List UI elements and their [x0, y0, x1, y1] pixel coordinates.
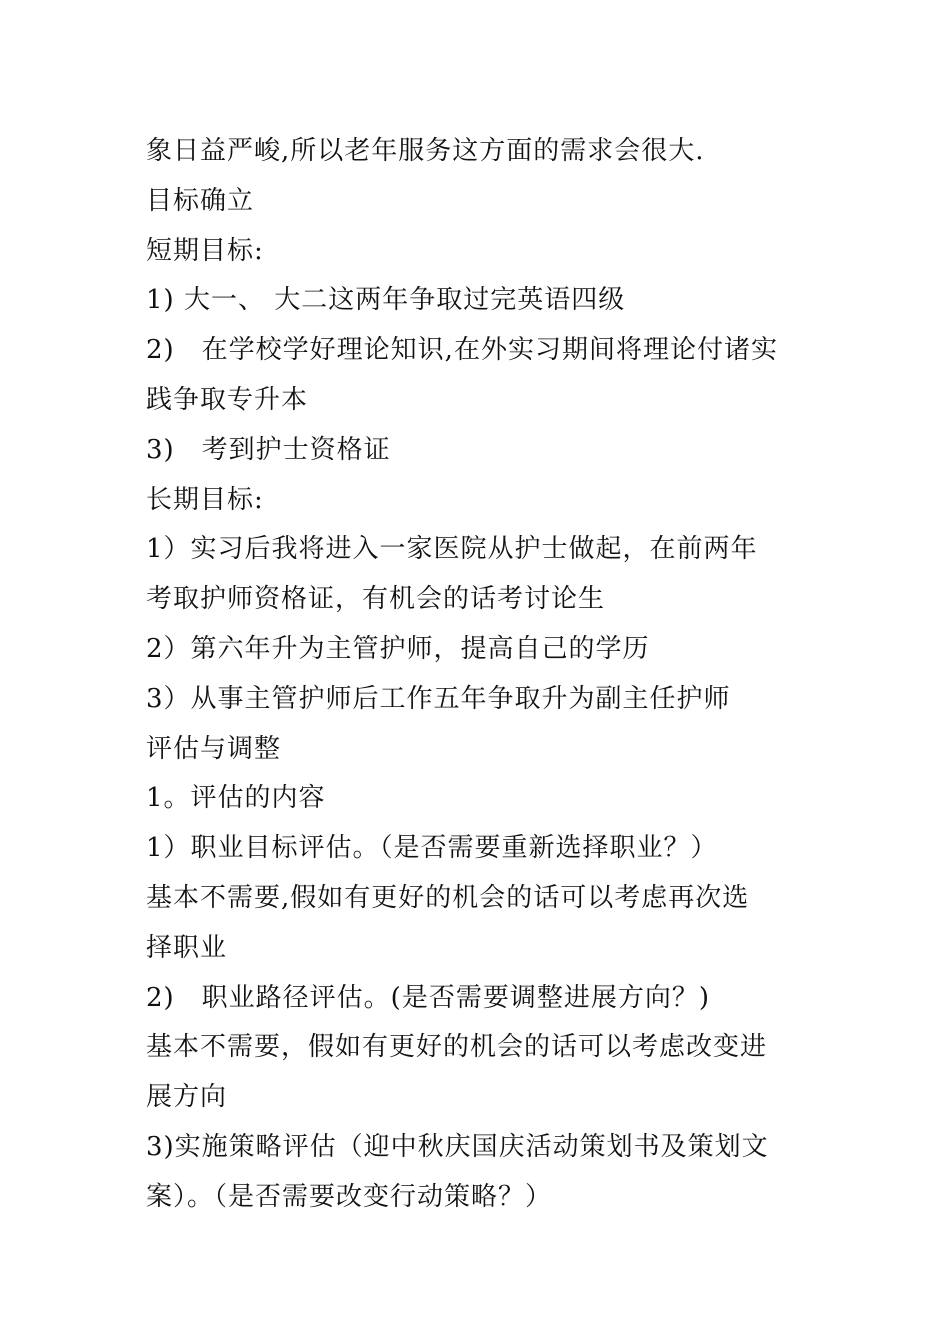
subsection-heading: 1。评估的内容 — [146, 783, 326, 814]
text-line-continuation: 择职业 — [146, 932, 228, 963]
list-item: 1）实习后我将进入一家医院从护士做起，在前两年 — [146, 534, 758, 565]
text-line: 象日益严峻,所以老年服务这方面的需求会很大. — [146, 136, 705, 166]
list-item: 3) 考到护士资格证 — [146, 434, 391, 465]
list-item-continuation: 考取护师资格证，有机会的话考讨论生 — [146, 584, 606, 615]
document-body — [146, 127, 816, 1223]
list-item: 2) 职业路径评估。(是否需要调整进展方向？) — [146, 982, 710, 1013]
subsection-heading: 长期目标: — [146, 484, 264, 515]
list-item: 1）职业目标评估。（是否需要重新选择职业？） — [146, 833, 718, 864]
list-item: 2) 在学校学好理论知识,在外实习期间将理论付诸实 — [146, 335, 778, 366]
list-item-continuation: 践争取专升本 — [146, 384, 309, 415]
list-item: 2）第六年升为主管护师，提高自己的学历 — [146, 633, 650, 664]
list-item: 3)实施策略评估（迎中秋庆国庆活动策划书及策划文 — [146, 1131, 769, 1162]
list-item-continuation: 案）。（是否需要改变行动策略？） — [146, 1181, 553, 1212]
text-line-continuation: 展方向 — [146, 1082, 228, 1113]
section-heading: 目标确立 — [146, 185, 255, 216]
text-line: 基本不需要，假如有更好的机会的话可以考虑改变进 — [146, 1032, 768, 1063]
text-line: 基本不需要,假如有更好的机会的话可以考虑再次选 — [146, 882, 750, 913]
list-item: 3）从事主管护师后工作五年争取升为副主任护师 — [146, 683, 731, 714]
subsection-heading: 短期目标: — [146, 235, 264, 266]
list-item: 1) 大一、 大二这两年争取过完英语四级 — [146, 285, 626, 316]
section-heading: 评估与调整 — [146, 733, 282, 764]
